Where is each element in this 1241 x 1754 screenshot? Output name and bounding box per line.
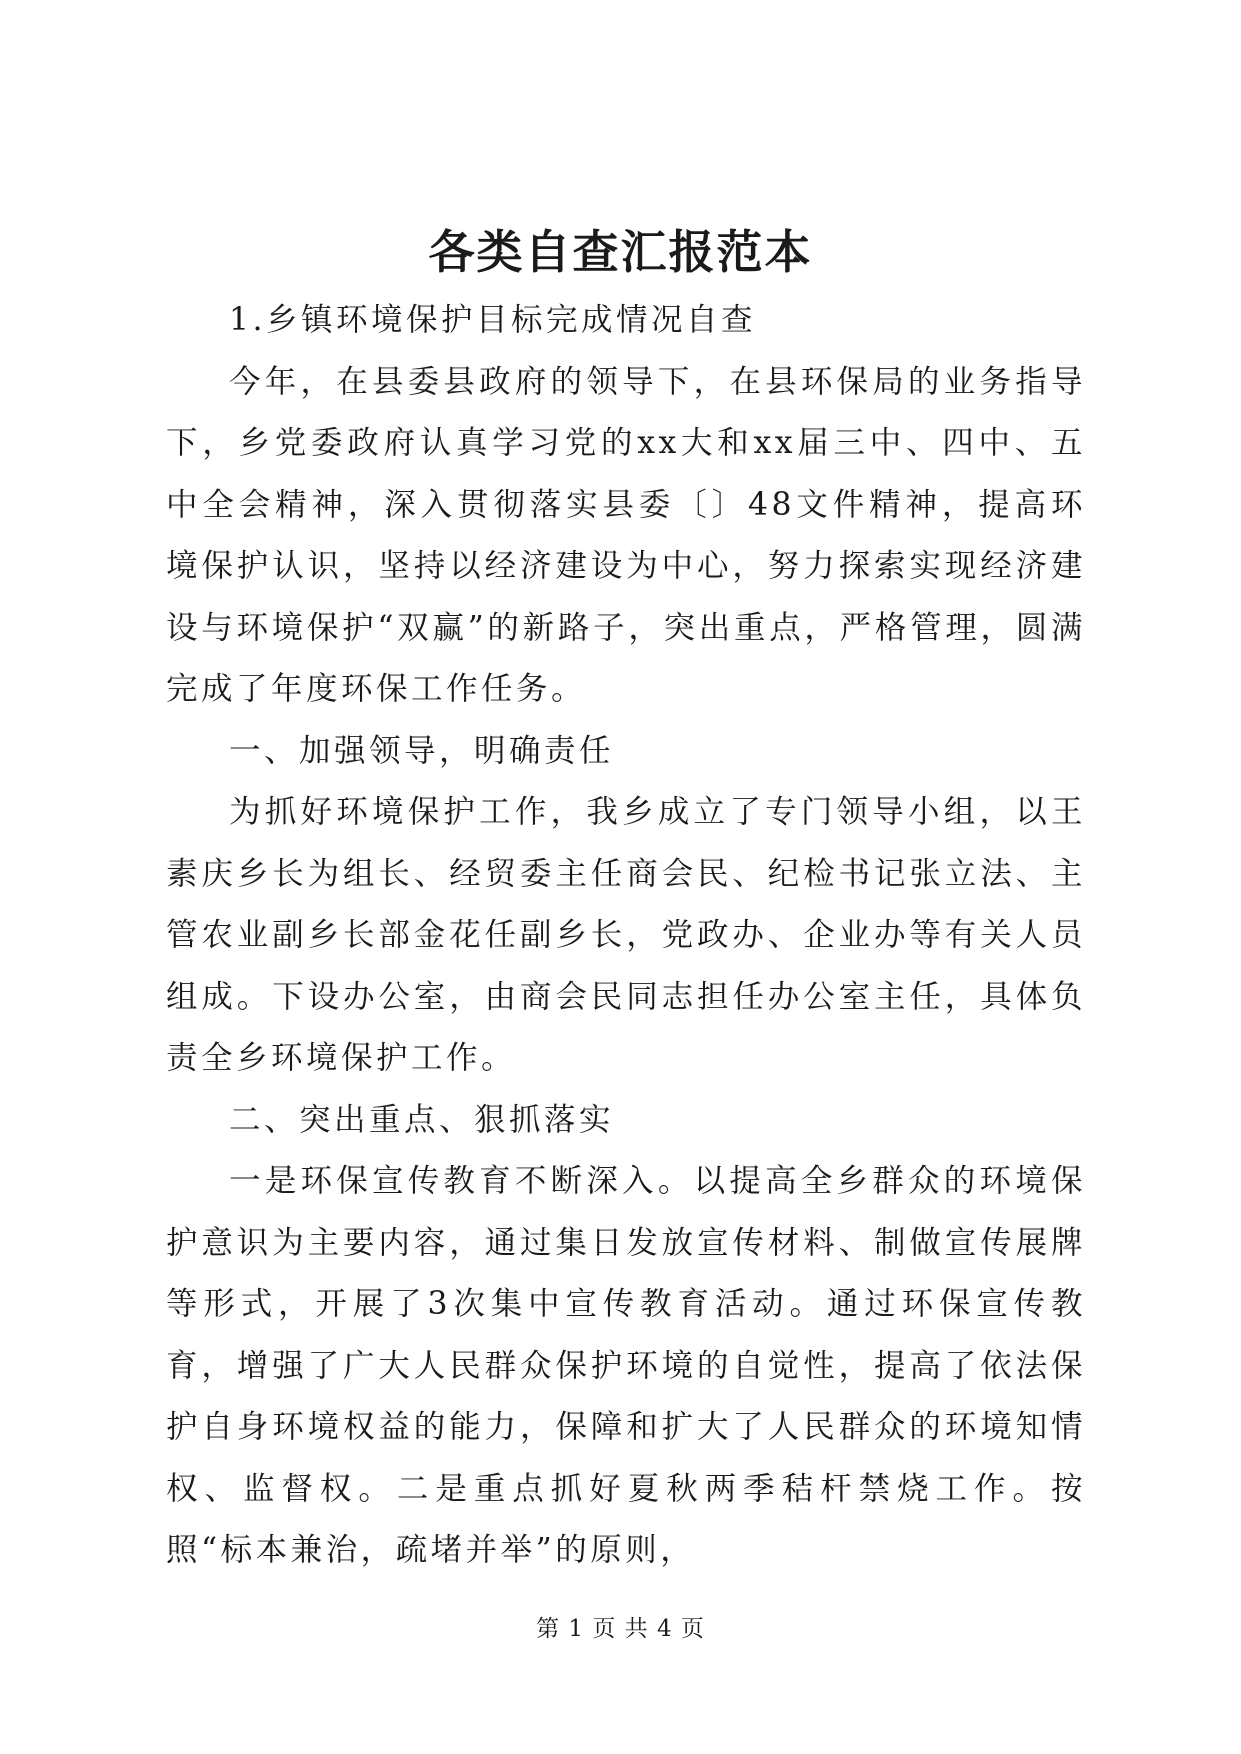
section-heading-priorities: 二、突出重点、狠抓落实 bbox=[229, 1101, 615, 1138]
section-heading-leadership: 一、加强领导，明确责任 bbox=[229, 732, 615, 769]
document-title: 各类自查汇报范本 bbox=[428, 225, 813, 279]
body-paragraph-priorities: 一是环保宣传教育不断深入。以提高全乡群众的环境保护意识为主要内容，通过集日发放宣传材料、制做宣传展牌等形式，开展了3次集中宣传教育活动。通过环保宣传教育，增强了广大人民群众保护环境的自觉性，提高了依法保护自身环境权益的能力，保障和扩大了人民群众的环境知情权、监督权。二是重点抓好夏秋两季秸杆禁烧工作。按照“标本兼治，疏堵并举”的原则， bbox=[166, 1163, 1086, 1568]
section-heading-1: 1.乡镇环境保护目标完成情况自查 bbox=[229, 302, 757, 338]
page-number-footer: 第 1 页 共 4 页 bbox=[536, 1616, 705, 1642]
body-paragraph-intro: 今年，在县委县政府的领导下，在县环保局的业务指导下，乡党委政府认真学习党的xx大和xx届三中、四中、五中全会精神，深入贯彻落实县委〔〕48文件精神，提高环境保护认识，坚持以经济建设为中心，努力探索实现经济建设与环境保护“双赢”的新路子，突出重点，严格管理，圆满完成了年度环保工作任务。 bbox=[166, 363, 1086, 707]
document-body bbox=[166, 290, 1086, 1582]
body-paragraph-leadership: 为抓好环境保护工作，我乡成立了专门领导小组，以王素庆乡长为组长、经贸委主任商会民、纪检书记张立法、主管农业副乡长部金花任副乡长，党政办、企业办等有关人员组成。下设办公室，由商会民同志担任办公室主任，具体负责全乡环境保护工作。 bbox=[166, 794, 1086, 1076]
